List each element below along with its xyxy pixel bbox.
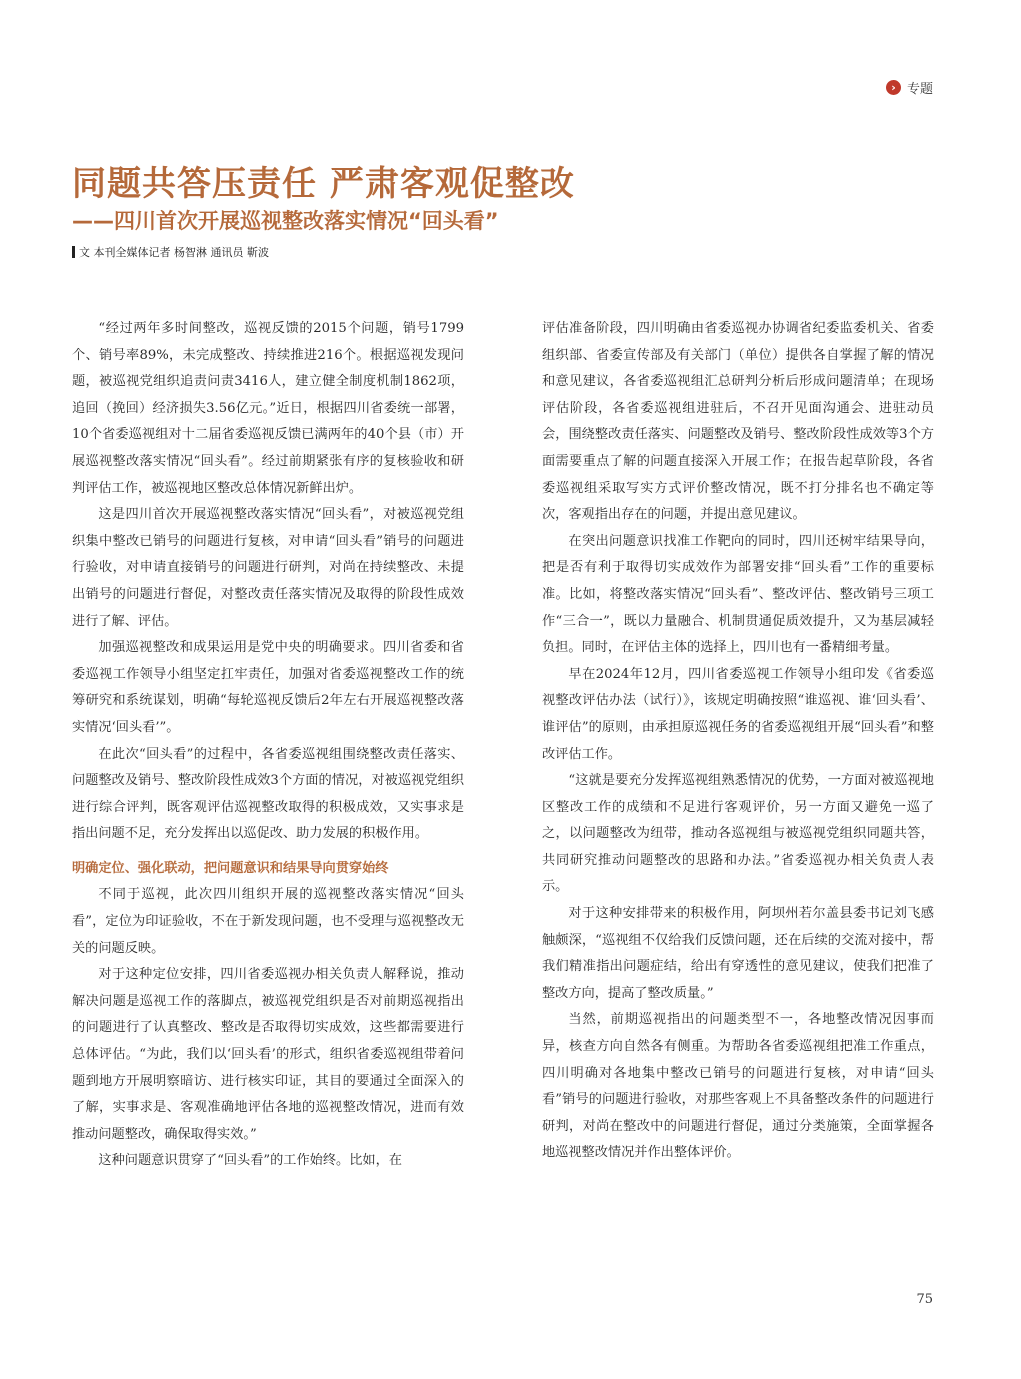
section-label: 专题 [906, 82, 933, 97]
paragraph: “经过两年多时间整改，巡视反馈的2015个问题，销号1799个、销号率89%，未完成整改、持续推进216个。根据巡视发现问题，被巡视党组织追责问责3416人，建立健全制度机制1862项，追回（挽回）经济损失3.56亿元。”近日，根据四川省委统一部署，10个省委巡视组对十二届省委巡视反馈已满两年的40个县（市）开展巡视整改落实情况“回头看”。经过前期紧张有序的复核验收和研判评估工作，被巡视地区整改总体情况新鲜出炉。 [72, 321, 464, 496]
article-title: 同题共答压责任 严肃客观促整改 [72, 164, 575, 204]
paragraph: “这就是要充分发挥巡视组熟悉情况的优势，一方面对被巡视地区整改工作的成绩和不足进行客观评价，另一方面又避免一巡了之，以问题整改为纽带，推动各巡视组与被巡视党组织同题共答，共同研究推动问题整改的思路和办法。”省委巡视办相关负责人表示。 [542, 773, 934, 895]
byline-bar [72, 246, 75, 258]
page-number: 75 [916, 1292, 933, 1307]
paragraph: 对于这种安排带来的积极作用，阿坝州若尔盖县委书记刘飞感触颇深，“巡视组不仅给我们反馈问题，还在后续的交流对接中，帮我们精准指出问题症结，给出有穿透性的意见建议，使我们把准了整改方向，提高了整改质量。” [542, 906, 934, 1001]
paragraph: 加强巡视整改和成果运用是党中央的明确要求。四川省委和省委巡视工作领导小组坚定扛牢责任，加强对省委巡视整改工作的统筹研究和系统谋划，明确“每轮巡视反馈后2年左右开展巡视整改落实情况‘回头看’”。 [72, 640, 464, 735]
byline-text: 文 本刊全媒体记者 杨智淋 通讯员 靳波 [79, 246, 269, 259]
paragraph: 在此次“回头看”的过程中，各省委巡视组围绕整改责任落实、问题整改及销号、整改阶段性成效3个方面的情况，对被巡视党组织进行综合评判，既客观评估巡视整改取得的积极成效，又实事求是指出问题不足，充分发挥出以巡促改、助力发展的积极作用。 [72, 746, 464, 842]
right-column [542, 316, 934, 1167]
section-heading: 明确定位、强化联动，把问题意识和结果导向贯穿始终 [72, 860, 389, 876]
byline [72, 244, 269, 260]
paragraph: 不同于巡视，此次四川组织开展的巡视整改落实情况“回头看”，定位为印证验收，不在于新发现问题，也不受理与巡视整改无关的问题反映。 [72, 887, 464, 956]
chevron-right-icon: › [886, 80, 901, 95]
section-tag [886, 78, 933, 97]
article-subtitle: ——四川首次开展巡视整改落实情况“回头看” [72, 209, 499, 233]
paragraph: 在突出问题意识找准工作靶向的同时，四川还树牢结果导向，把是否有利于取得切实成效作为部署安排“回头看”工作的重要标准。比如，将整改落实情况“回头看”、整改评估、整改销号三项工作“三合一”，既以力量融合、机制贯通促质效提升，又为基层减轻负担。同时，在评估主体的选择上，四川也有一番精细考量。 [542, 533, 934, 656]
paragraph: 评估准备阶段，四川明确由省委巡视办协调省纪委监委机关、省委组织部、省委宣传部及有关部门（单位）提供各自掌握了解的情况和意见建议，各省委巡视组汇总研判分析后形成问题清单；在现场评估阶段，各省委巡视组进驻后，不召开见面沟通会、进驻动员会，围绕整改责任落实、问题整改及销号、整改阶段性成效等3个方面需要重点了解的问题直接深入开展工作；在报告起草阶段，各省委巡视组采取写实方式评价整改情况，既不打分排名也不确定等次，客观指出存在的问题，并提出意见建议。 [542, 321, 934, 523]
paragraph: 这是四川首次开展巡视整改落实情况“回头看”，对被巡视党组织集中整改已销号的问题进行复核，对申请“回头看”销号的问题进行验收，对申请直接销号的问题进行研判，对尚在持续整改、未提出销号的问题进行督促，对整改责任落实情况及取得的阶段性成效进行了解、评估。 [72, 507, 464, 629]
paragraph: 当然，前期巡视指出的问题类型不一，各地整改情况因事而异，核查方向自然各有侧重。为帮助各省委巡视组把准工作重点，四川明确对各地集中整改已销号的问题进行复核，对申请“回头看”销号的问题进行验收，对那些客观上不具备整改条件的问题进行研判，对尚在整改中的问题进行督促，通过分类施策，全面掌握各地巡视整改情况并作出整体评价。 [542, 1012, 934, 1161]
left-column [72, 316, 464, 1175]
paragraph: 早在2024年12月，四川省委巡视工作领导小组印发《省委巡视整改评估办法（试行）》，该规定明确按照“谁巡视、谁‘回头看’、谁评估”的原则，由承担原巡视任务的省委巡视组开展“回头看”和整改评估工作。 [542, 666, 934, 762]
paragraph: 对于这种定位安排，四川省委巡视办相关负责人解释说，推动解决问题是巡视工作的落脚点，被巡视党组织是否对前期巡视指出的问题进行了认真整改、整改是否取得切实成效，这些都需要进行总体评估。“为此，我们以‘回头看’的形式，组织省委巡视组带着问题到地方开展明察暗访、进行核实印证，其目的要通过全面深入的了解，实事求是、客观准确地评估各地的巡视整改情况，进而有效推动问题整改，确保取得实效。” [72, 967, 464, 1142]
paragraph: 这种问题意识贯穿了“回头看”的工作始终。比如，在 [98, 1153, 402, 1169]
